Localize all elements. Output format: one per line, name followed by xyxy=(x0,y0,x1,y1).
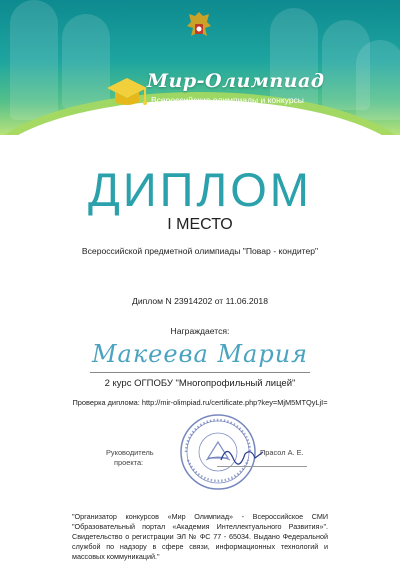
header-banner xyxy=(0,0,400,135)
recipient-course: 2 курс ОГПОБУ "Многопрофильный лицей" xyxy=(104,378,296,389)
diploma-title: ДИПЛОМ xyxy=(88,163,312,216)
site-logo xyxy=(105,70,335,114)
brand-name: Мир-Олимпиад xyxy=(147,70,325,92)
place-label: I МЕСТО xyxy=(167,216,233,233)
verification-link[interactable]: Проверка диплома: http://mir-olimpiad.ru/certificate.php?key=MjM5MTQyLjI= xyxy=(72,398,328,407)
awarded-label: Награждается: xyxy=(170,326,230,336)
brand-tagline: Всероссийские олимпиады и конкурсы xyxy=(151,95,304,105)
footer-legal-text: "Организатор конкурсов «Мир Олимпиад» - Всероссийское СМИ "Образовательный портал «Академия Интеллектуального Развития»". Свидетельство о регистрации ЭЛ № ФС 77 - 65034. Выдано Федеральной службой по надзору в сфере связи, информационных технологий и массовых коммуникаций." xyxy=(72,512,328,561)
background-person-figure xyxy=(356,40,400,120)
signer-role xyxy=(106,448,154,468)
signer-role-line2: проекта: xyxy=(114,458,144,467)
russian-coat-of-arms-icon xyxy=(185,10,213,46)
olympiad-name: Всероссийской предметной олимпиады "Повар - кондитер" xyxy=(81,246,319,256)
name-underline xyxy=(90,372,310,373)
diploma-number: Диплом N 23914202 от 11.06.2018 xyxy=(132,296,268,306)
signer-role-line1: Руководитель xyxy=(106,448,154,457)
background-person-figure xyxy=(10,0,58,120)
signer-name: Прасол А. Е. xyxy=(260,448,304,457)
recipient-name: Макеева Мария xyxy=(91,340,309,368)
graduation-cap-icon xyxy=(105,72,149,112)
background-person-figure xyxy=(62,14,110,109)
